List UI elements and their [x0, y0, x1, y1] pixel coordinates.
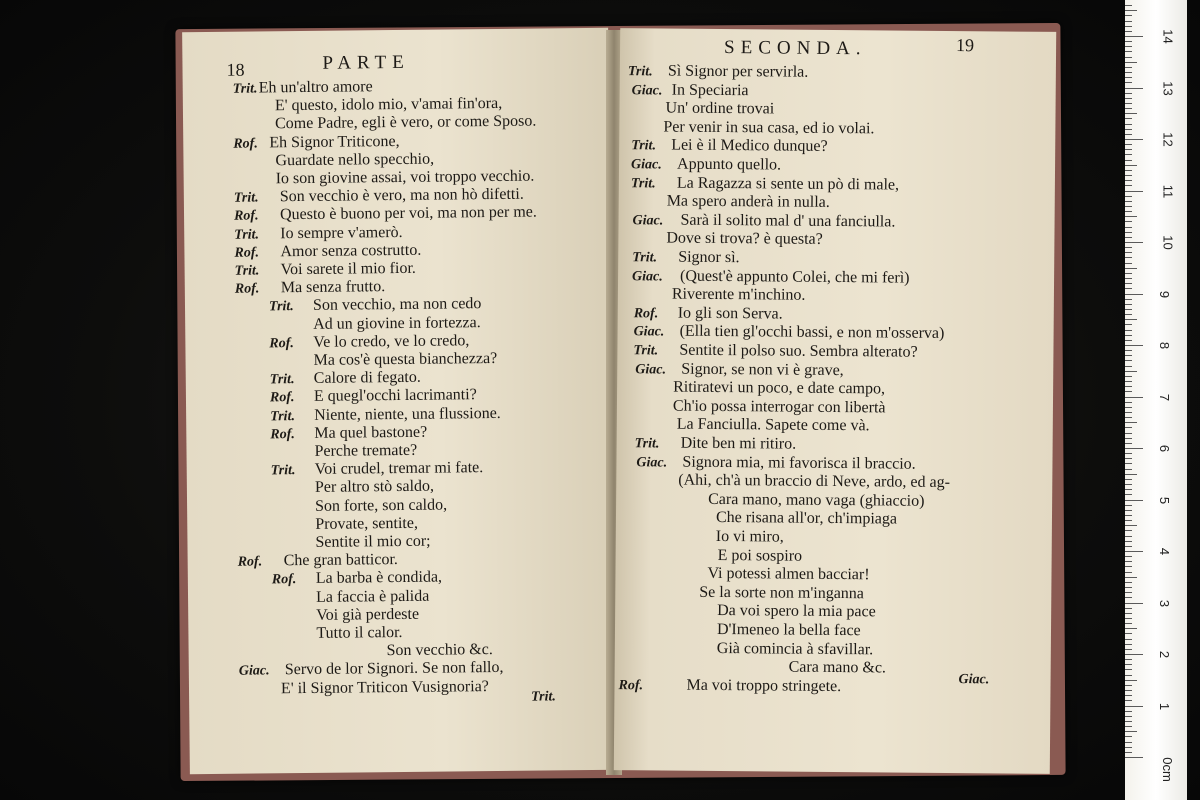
- ruler-tick: [1125, 397, 1143, 398]
- verse-line: La barba è condida,: [315, 568, 443, 588]
- verse-line: Voi già perdeste: [316, 605, 420, 624]
- ruler-tick: [1125, 165, 1137, 166]
- speaker-label: Rof.: [234, 245, 260, 261]
- ruler-tick: [1125, 46, 1132, 47]
- speaker-label: Trit.: [631, 138, 657, 154]
- ruler-tick: [1125, 129, 1132, 130]
- verse-line: Tutto il calor.: [316, 623, 403, 642]
- ruler-tick: [1125, 206, 1132, 207]
- ruler-tick: [1125, 26, 1132, 27]
- ruler-tick: [1125, 15, 1132, 16]
- ruler-tick: [1125, 407, 1132, 408]
- ruler-tick: [1125, 144, 1132, 145]
- speaker-label: Trit.: [634, 436, 660, 452]
- verse-line: Sentite il mio cor;: [315, 532, 431, 551]
- ruler-tick: [1125, 227, 1132, 228]
- ruler-tick: [1125, 304, 1132, 305]
- ruler-tick: [1125, 381, 1132, 382]
- ruler-tick: [1125, 294, 1143, 295]
- verse-line: Che gran batticor.: [283, 551, 398, 570]
- ruler-tick: [1125, 232, 1132, 233]
- ruler-tick: [1125, 644, 1132, 645]
- ruler-unit-label: 0cm: [1159, 757, 1175, 782]
- verse-line: Niente, niente, una flussione.: [314, 404, 501, 424]
- ruler-number: 9: [1157, 290, 1173, 298]
- verse-line: Io vi miro,: [715, 527, 784, 546]
- ruler-tick: [1125, 608, 1132, 609]
- verse-line: Sarà il solito mal d' una fanciulla.: [680, 211, 896, 231]
- speaker-label: Trit.: [627, 64, 653, 80]
- verse-line: Provate, sentite,: [315, 514, 419, 533]
- ruler-tick: [1125, 77, 1132, 78]
- ruler-tick: [1125, 417, 1132, 418]
- verse-line: Voi sarete il mio fior.: [280, 259, 416, 279]
- ruler-tick: [1125, 5, 1132, 6]
- verse-line: Vi potessi almen bacciar!: [707, 565, 870, 584]
- verse-line: Dite ben mi ritiro.: [680, 434, 797, 453]
- verse-line: Son vecchio &c.: [386, 641, 493, 660]
- ruler-tick: [1125, 335, 1132, 336]
- ruler-tick: [1125, 237, 1132, 238]
- ruler-tick: [1125, 510, 1132, 511]
- verse-line: Appunto quello.: [676, 155, 782, 174]
- ruler-tick: [1125, 582, 1132, 583]
- ruler-tick: [1125, 669, 1132, 670]
- ruler-tick: [1125, 108, 1132, 109]
- speaker-label: Giac.: [631, 82, 663, 99]
- verse-line: La Fanciulla. Sapete come và.: [676, 416, 870, 435]
- ruler-tick: [1125, 257, 1132, 258]
- ruler-tick: [1125, 98, 1132, 99]
- ruler-tick: [1125, 247, 1132, 248]
- verse-line: Che risana all'or, ch'impiaga: [715, 509, 898, 528]
- ruler-tick: [1125, 453, 1132, 454]
- ruler-tick: [1125, 391, 1132, 392]
- ruler-tick: [1125, 185, 1132, 186]
- ruler-number: 14: [1160, 29, 1176, 44]
- verse-line: D'Imeneo la bella face: [716, 620, 861, 640]
- ruler-number: 8: [1157, 341, 1173, 350]
- ruler-number: 7: [1157, 393, 1173, 401]
- ruler-tick: [1125, 175, 1132, 176]
- ruler-tick: [1125, 57, 1132, 58]
- ruler-number: 6: [1157, 444, 1173, 453]
- speaker-label: Rof.: [633, 306, 659, 322]
- ruler-tick: [1125, 577, 1137, 578]
- speaker-label: Rof.: [270, 426, 295, 443]
- ruler-tick: [1125, 438, 1132, 439]
- ruler-number: 10: [1160, 235, 1176, 250]
- verse-line: (Ahi, ch'à un braccio di Neve, ardo, ed ag-: [678, 471, 951, 492]
- speaker-label: Rof.: [233, 208, 259, 225]
- verse-line: Ad un giovine in fortezza.: [313, 313, 481, 333]
- ruler-number: 12: [1160, 132, 1176, 147]
- verse-line: Io gli son Serva.: [677, 304, 783, 323]
- ruler-tick: [1125, 366, 1132, 367]
- ruler-tick: [1125, 628, 1137, 629]
- ruler-tick: [1125, 345, 1143, 346]
- ruler-tick: [1125, 376, 1132, 377]
- verse-line: Sentite il polso suo. Sembra alterato?: [679, 341, 918, 361]
- ruler-tick: [1125, 700, 1132, 701]
- left-page-number: 18: [226, 59, 245, 80]
- verse-line: Ch'io possa interrogar con libertà: [672, 397, 886, 417]
- ruler-number: 11: [1160, 184, 1176, 198]
- verse-line: Io son giovine assai, voi troppo vecchio.: [275, 167, 535, 188]
- speaker-label: Giac.: [635, 361, 667, 378]
- verse-line: Ma senza frutto.: [280, 278, 386, 297]
- ruler-tick: [1125, 309, 1132, 310]
- ruler-tick: [1125, 530, 1132, 531]
- ruler-tick: [1125, 62, 1137, 63]
- ruler-tick: [1125, 494, 1132, 495]
- ruler-tick: [1125, 556, 1132, 557]
- right-page-number: 19: [956, 35, 975, 56]
- speaker-label: Trit.: [232, 81, 258, 97]
- left-page: [182, 28, 616, 774]
- speaker-label: Trit.: [268, 299, 294, 315]
- verse-line: Signora mia, mi favorisca il braccio.: [682, 453, 916, 473]
- verse-line: Già comincia à sfavillar.: [716, 639, 874, 658]
- ruler-tick: [1125, 505, 1132, 506]
- ruler-tick: [1125, 736, 1132, 737]
- speaker-label: Trit.: [270, 463, 296, 479]
- ruler-tick: [1125, 263, 1132, 264]
- speaker-label: Giac.: [630, 157, 662, 173]
- verse-line: Ma voi troppo stringete.: [686, 676, 842, 695]
- ruler-tick: [1125, 726, 1132, 727]
- ruler-tick: [1125, 201, 1132, 202]
- ruler-tick: [1125, 654, 1143, 655]
- ruler-tick: [1125, 242, 1143, 243]
- ruler-number: 2: [1157, 650, 1173, 659]
- ruler-tick: [1125, 36, 1143, 37]
- ruler-tick: [1125, 706, 1143, 707]
- ruler-tick: [1125, 680, 1137, 681]
- ruler-tick: [1125, 603, 1143, 604]
- verse-line: Ma spero anderà in nulla.: [666, 192, 830, 212]
- ruler-tick: [1125, 747, 1132, 748]
- ruler-tick: [1125, 458, 1132, 459]
- ruler-tick: [1125, 324, 1132, 325]
- ruler-tick: [1125, 139, 1143, 140]
- ruler-tick: [1125, 103, 1132, 104]
- ruler-tick: [1125, 268, 1137, 269]
- ruler-tick: [1125, 350, 1132, 351]
- ruler-tick: [1125, 551, 1143, 552]
- verse-line: Questo è buono per voi, ma non per me.: [279, 203, 537, 224]
- ruler-tick: [1125, 520, 1132, 521]
- ruler-number: 1: [1157, 702, 1173, 710]
- verse-line: Sì Signor per servirla.: [667, 62, 809, 81]
- ruler-tick: [1125, 283, 1132, 284]
- ruler-tick: [1125, 402, 1132, 403]
- ruler-tick: [1125, 221, 1132, 222]
- verse-line: Signor sì.: [678, 248, 740, 267]
- verse-line: Voi crudel, tremar mi fate.: [314, 459, 484, 479]
- verse-line: Son vecchio, ma non cedo: [312, 295, 482, 315]
- verse-line: Per venir in sua casa, ed io volai.: [663, 118, 875, 138]
- speaker-label: Trit.: [270, 408, 295, 424]
- speaker-label: Trit.: [233, 190, 259, 206]
- measuring-ruler: [1125, 0, 1187, 800]
- verse-line: E' il Signor Triticon Vusignoria?: [280, 677, 489, 697]
- verse-line: Un' ordine trovai: [665, 99, 775, 118]
- speaker-label: Giac.: [238, 663, 270, 680]
- verse-line: Ma cos'è questa bianchezza?: [313, 349, 498, 369]
- verse-line: Ve lo credo, ve lo credo,: [313, 332, 470, 351]
- ruler-tick: [1125, 278, 1132, 279]
- verse-line: Per altro stò saldo,: [314, 478, 435, 497]
- ruler-number: 5: [1157, 496, 1173, 504]
- speaker-label: Giac.: [632, 268, 663, 285]
- ruler-tick: [1125, 479, 1132, 480]
- ruler-tick: [1125, 592, 1132, 593]
- ruler-tick: [1125, 93, 1132, 94]
- verse-line: E' questo, idolo mio, v'amai fin'ora,: [274, 95, 503, 115]
- ruler-tick: [1125, 587, 1132, 588]
- verse-line: Amor senza costrutto.: [280, 241, 422, 261]
- verse-line: Io sempre v'amerò.: [280, 223, 403, 242]
- left-catchword: Trit.: [531, 689, 556, 705]
- ruler-tick: [1125, 319, 1137, 320]
- ruler-tick: [1125, 448, 1143, 449]
- ruler-tick: [1125, 659, 1132, 660]
- ruler-tick: [1125, 41, 1132, 42]
- ruler-tick: [1125, 191, 1143, 192]
- ruler-tick: [1125, 711, 1132, 712]
- ruler-tick: [1125, 716, 1132, 717]
- ruler-tick: [1125, 355, 1132, 356]
- speaker-label: Trit.: [632, 250, 658, 266]
- speaker-label: Trit.: [630, 175, 656, 192]
- ruler-tick: [1125, 536, 1132, 537]
- speaker-label: Giac.: [633, 324, 665, 340]
- right-page: [614, 28, 1056, 774]
- ruler-tick: [1125, 500, 1143, 501]
- verse-line: La Ragazza si sente un pò di male,: [676, 174, 900, 194]
- verse-line: Calore di fegato.: [313, 368, 421, 388]
- ruler-tick: [1125, 170, 1132, 171]
- ruler-tick: [1125, 299, 1132, 300]
- speaker-label: Rof.: [271, 572, 297, 588]
- verse-line: Eh un'altro amore: [258, 78, 373, 97]
- verse-line: Ritiratevi un poco, e date campo,: [673, 378, 886, 398]
- ruler-tick: [1125, 541, 1132, 542]
- verse-line: La faccia è palida: [315, 587, 430, 606]
- ruler-tick: [1125, 742, 1132, 743]
- ruler-tick: [1125, 443, 1132, 444]
- ruler-tick: [1125, 561, 1132, 562]
- ruler-tick: [1125, 422, 1137, 423]
- ruler-tick: [1125, 469, 1132, 470]
- ruler-tick: [1125, 273, 1132, 274]
- ruler-tick: [1125, 515, 1132, 516]
- ruler-tick: [1125, 124, 1132, 125]
- ruler-number: 3: [1157, 599, 1173, 607]
- ruler-tick: [1125, 288, 1132, 289]
- verse-line: Riverente m'inchino.: [671, 285, 806, 304]
- ruler-number: 13: [1160, 80, 1176, 96]
- ruler-tick: [1125, 752, 1132, 753]
- ruler-tick: [1125, 340, 1132, 341]
- ruler-tick: [1125, 196, 1132, 197]
- ruler-tick: [1125, 685, 1132, 686]
- verse-line: (Quest'è appunto Colei, che mi ferì): [680, 267, 910, 287]
- ruler-tick: [1125, 149, 1132, 150]
- left-running-header: PARTE: [322, 51, 410, 74]
- ruler-tick: [1125, 72, 1132, 73]
- ruler-tick: [1125, 566, 1132, 567]
- ruler-tick: [1125, 695, 1132, 696]
- verse-line: (Ella tien gl'occhi bassi, e non m'osserva): [679, 323, 945, 343]
- ruler-tick: [1125, 484, 1132, 485]
- ruler-tick: [1125, 154, 1132, 155]
- ruler-tick: [1125, 572, 1132, 573]
- ruler-tick: [1125, 31, 1132, 32]
- speaker-label: Trit.: [269, 372, 295, 388]
- ruler-tick: [1125, 386, 1132, 387]
- verse-line: Son vecchio è vero, ma non hò difetti.: [279, 185, 524, 206]
- verse-line: Servo de lor Signori. Se non fallo,: [284, 659, 504, 679]
- speaker-label: Rof.: [234, 281, 260, 297]
- speaker-label: Rof.: [618, 677, 644, 694]
- ruler-tick: [1125, 10, 1137, 11]
- verse-line: Ma quel bastone?: [314, 423, 428, 442]
- speaker-label: Trit.: [234, 227, 260, 243]
- verse-line: In Speciaria: [671, 81, 749, 99]
- verse-line: Eh Signor Triticone,: [269, 132, 400, 151]
- ruler-tick: [1125, 82, 1132, 83]
- ruler-tick: [1125, 623, 1132, 624]
- ruler-tick: [1125, 160, 1132, 161]
- speaker-label: Rof.: [269, 335, 294, 352]
- ruler-tick: [1125, 463, 1132, 464]
- ruler-tick: [1125, 489, 1132, 490]
- ruler-tick: [1125, 360, 1132, 361]
- ruler-tick: [1125, 757, 1143, 758]
- ruler-tick: [1125, 633, 1132, 634]
- ruler-tick: [1125, 134, 1132, 135]
- ruler-tick: [1125, 314, 1132, 315]
- speaker-label: Trit.: [633, 343, 659, 359]
- ruler-number: 4: [1157, 547, 1173, 556]
- verse-line: Signor, se non vi è grave,: [681, 360, 844, 379]
- speaker-label: Rof.: [233, 136, 258, 152]
- verse-line: Cara mano &c.: [788, 658, 887, 677]
- verse-line: E quegl'occhi lacrimanti?: [313, 386, 477, 406]
- verse-line: Son forte, son caldo,: [315, 496, 448, 515]
- speaker-label: Giac.: [632, 213, 664, 229]
- verse-line: Perche tremate?: [314, 441, 418, 460]
- speaker-label: Rof.: [269, 390, 295, 406]
- verse-line: E poi sospiro: [717, 546, 803, 565]
- ruler-tick: [1125, 371, 1137, 372]
- ruler-tick: [1125, 216, 1137, 217]
- ruler-tick: [1125, 427, 1132, 428]
- ruler-tick: [1125, 639, 1132, 640]
- ruler-tick: [1125, 597, 1132, 598]
- speaker-label: Giac.: [636, 454, 668, 471]
- ruler-tick: [1125, 546, 1132, 547]
- ruler-tick: [1125, 180, 1132, 181]
- ruler-tick: [1125, 252, 1132, 253]
- ruler-tick: [1125, 731, 1137, 732]
- ruler-tick: [1125, 690, 1132, 691]
- ruler-tick: [1125, 675, 1132, 676]
- verse-line: Come Padre, egli è vero, or come Sposo.: [275, 112, 537, 133]
- ruler-tick: [1125, 649, 1132, 650]
- verse-line: Guardate nello specchio,: [275, 150, 435, 170]
- verse-line: Cara mano, mano vaga (ghiaccio): [708, 490, 925, 510]
- ruler-tick: [1125, 118, 1132, 119]
- ruler-tick: [1125, 433, 1132, 434]
- ruler-tick: [1125, 525, 1137, 526]
- ruler-tick: [1125, 664, 1132, 665]
- ruler-tick: [1125, 51, 1132, 52]
- ruler-tick: [1125, 721, 1132, 722]
- speaker-label: Rof.: [237, 554, 263, 570]
- ruler-tick: [1125, 88, 1143, 89]
- ruler-tick: [1125, 21, 1132, 22]
- verse-line: Se la sorte non m'inganna: [699, 583, 865, 603]
- right-running-header: SECONDA.: [723, 37, 867, 60]
- ruler-tick: [1125, 618, 1132, 619]
- verse-line: Lei è il Medico dunque?: [671, 136, 828, 156]
- ruler-tick: [1125, 412, 1132, 413]
- verse-line: Dove si trova? è questa?: [666, 229, 823, 249]
- ruler-tick: [1125, 113, 1137, 114]
- ruler-tick: [1125, 330, 1132, 331]
- ruler-tick: [1125, 474, 1137, 475]
- right-catchword: Giac.: [958, 672, 990, 688]
- ruler-tick: [1125, 67, 1132, 68]
- verse-line: Da voi spero la mia pace: [717, 602, 876, 621]
- ruler-tick: [1125, 211, 1132, 212]
- speaker-label: Trit.: [234, 263, 260, 279]
- ruler-tick: [1125, 613, 1132, 614]
